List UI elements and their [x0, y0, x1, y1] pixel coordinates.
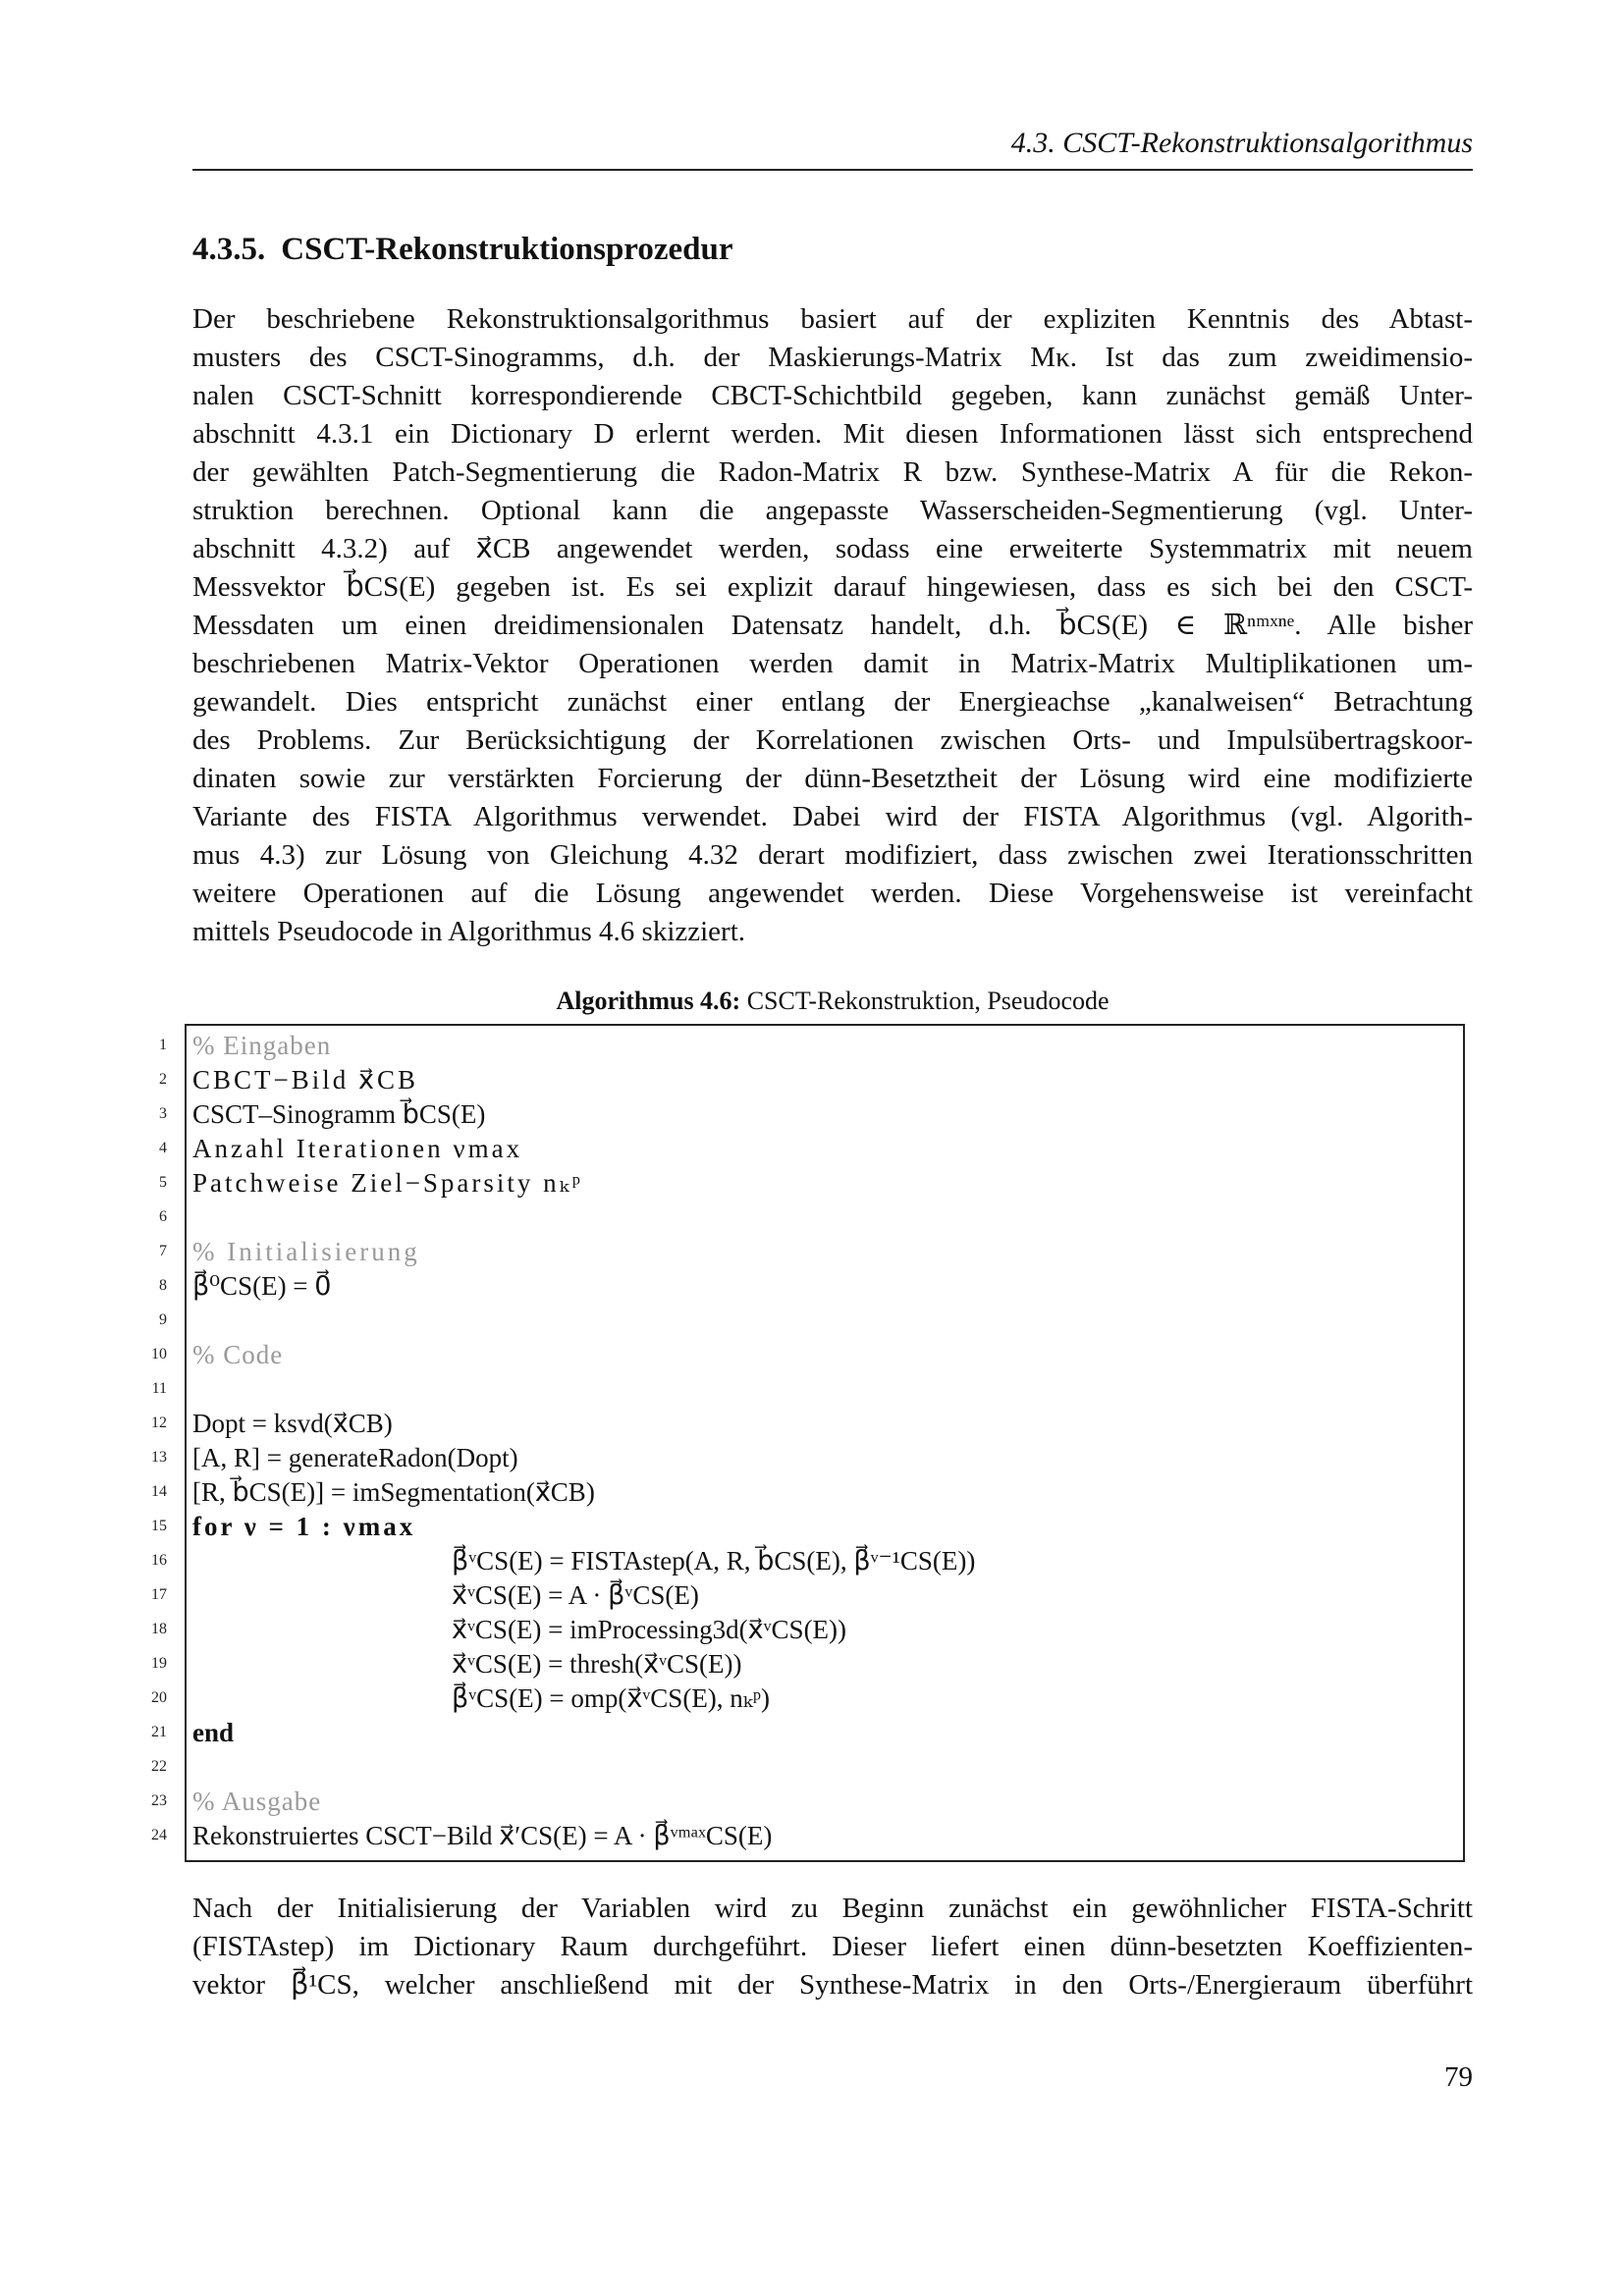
line-number: 10 — [151, 1346, 167, 1362]
paragraph-line: abschnitt 4.3.2) auf x⃗CB angewendet werden, sodass eine erweiterte Systemmatrix mit neuem — [192, 533, 1473, 564]
code-comment: % Eingaben — [192, 1031, 332, 1060]
code-line — [0, 1441, 1624, 1474]
code-comment: % Code — [192, 1340, 284, 1369]
paragraph-line: des Problems. Zur Berücksichtigung der Korrelationen zwischen Orts- und Impulsübertragskoor- — [192, 724, 1473, 756]
paragraph-line: vektor β⃗¹CS, welcher anschließend mit der Synthese-Matrix in den Orts-/Energieraum überführt — [192, 1969, 1473, 2001]
code-line — [0, 1647, 1624, 1681]
paragraph-line: musters des CSCT-Sinogramms, d.h. der Maskierungs-Matrix Mκ. Ist das zum zweidimensio- — [192, 342, 1473, 373]
code-comment: % Initialisierung — [192, 1237, 420, 1266]
line-number: 19 — [151, 1655, 167, 1672]
line-number: 22 — [151, 1758, 167, 1775]
line-number: 2 — [159, 1071, 167, 1088]
code-line — [0, 1785, 1624, 1818]
line-number: 5 — [159, 1174, 167, 1191]
code-text: CSCT–Sinogramm b⃗CS(E) — [192, 1099, 486, 1129]
line-number: 12 — [151, 1415, 167, 1431]
code-line — [0, 1613, 1624, 1646]
code-line — [0, 1716, 1624, 1749]
code-text: Rekonstruiertes CSCT−Bild x⃗′CS(E) = A · β⃗ᵛᵐᵃˣCS(E) — [192, 1821, 773, 1850]
code-line — [0, 1201, 1624, 1234]
paragraph-line: gewandelt. Dies entspricht zunächst einer entlang der Energieachse „kanalweisen“ Betrachtung — [192, 686, 1473, 718]
line-number: 18 — [151, 1621, 167, 1637]
paragraph-line: Der beschriebene Rekonstruktionsalgorithmus basiert auf der expliziten Kenntnis des Abtast- — [192, 303, 1473, 335]
code-text: Patchweise Ziel−Sparsity nₖᵖ — [192, 1168, 583, 1198]
section-heading — [192, 230, 733, 269]
code-line — [0, 1372, 1624, 1406]
paragraph-line: struktion berechnen. Optional kann die angepasste Wasserscheiden-Segmentierung (vgl. Unter- — [192, 495, 1473, 526]
paragraph-line: dinaten sowie zur verstärkten Forcierung der dünn-Besetztheit der Lösung wird eine modifizierte — [192, 763, 1473, 794]
paragraph-line: mus 4.3) zur Lösung von Gleichung 4.32 derart modifiziert, dass zwischen zwei Iterationsschritten — [192, 839, 1473, 871]
line-number: 9 — [159, 1311, 167, 1328]
line-number: 24 — [151, 1827, 167, 1843]
page-number: 79 — [1444, 2061, 1473, 2093]
code-keyword-line: for ν = 1 : νmax — [192, 1512, 416, 1541]
code-text: Dopt = ksvd(x⃗CB) — [192, 1409, 393, 1438]
code-keyword-line: end — [192, 1718, 235, 1747]
code-line — [0, 1097, 1624, 1131]
caption-label: Algorithmus 4.6: — [556, 987, 741, 1015]
paragraph-line: abschnitt 4.3.1 ein Dictionary D erlernt werden. Mit diesen Informationen lässt sich entsprechend — [192, 418, 1473, 450]
line-number: 3 — [159, 1105, 167, 1122]
caption-text: CSCT-Rekonstruktion, Pseudocode — [746, 987, 1110, 1015]
code-text: [A, R] = generateRadon(Dopt) — [192, 1443, 518, 1472]
code-line — [0, 1269, 1624, 1303]
section-title: CSCT-Rekonstruktionsprozedur — [281, 232, 733, 267]
code-text: Anzahl Iterationen νmax — [192, 1134, 523, 1163]
paragraph-line: der gewählten Patch-Segmentierung die Radon-Matrix R bzw. Synthese-Matrix A für die Rekon- — [192, 456, 1473, 488]
code-text: β⃗⁰CS(E) = 0⃗ — [192, 1271, 332, 1301]
line-number: 23 — [151, 1792, 167, 1809]
line-number: 4 — [159, 1140, 167, 1156]
paragraph-line: beschriebenen Matrix-Vektor Operationen werden damit in Matrix-Matrix Multiplikationen um- — [192, 648, 1473, 679]
code-line — [0, 1750, 1624, 1784]
line-number: 14 — [151, 1483, 167, 1500]
code-line — [0, 1235, 1624, 1268]
code-line — [0, 1407, 1624, 1440]
paragraph-intro — [192, 300, 1473, 951]
running-head: 4.3. CSCT-Rekonstruktionsalgorithmus — [1010, 127, 1473, 159]
code-line — [0, 1166, 1624, 1200]
code-text: β⃗ᵛCS(E) = FISTAstep(A, R, b⃗CS(E), β⃗ᵛ⁻¹CS(E)) — [452, 1546, 976, 1575]
line-number: 6 — [159, 1208, 167, 1225]
paragraph-line: weitere Operationen auf die Lösung angewendet werden. Diese Vorgehensweise ist vereinfacht — [192, 878, 1473, 909]
code-comment: % Ausgabe — [192, 1787, 322, 1816]
line-number: 15 — [151, 1518, 167, 1534]
line-number: 16 — [151, 1552, 167, 1569]
code-text: [R, b⃗CS(E)] = imSegmentation(x⃗CB) — [192, 1477, 595, 1507]
line-number: 20 — [151, 1689, 167, 1706]
paragraph-line: Variante des FISTA Algorithmus verwendet. Dabei wird der FISTA Algorithmus (vgl. Algorith- — [192, 801, 1473, 832]
code-line — [0, 1578, 1624, 1612]
line-number: 17 — [151, 1586, 167, 1603]
code-line — [0, 1682, 1624, 1715]
code-line — [0, 1029, 1624, 1062]
paragraph-line: Messvektor b⃗CS(E) gegeben ist. Es sei explizit darauf hingewiesen, dass es sich bei den CSCT- — [192, 571, 1473, 603]
code-line — [0, 1544, 1624, 1577]
paragraph-line: mittels Pseudocode in Algorithmus 4.6 skizziert. — [192, 916, 746, 947]
code-line — [0, 1338, 1624, 1371]
code-text: x⃗ᵛCS(E) = A · β⃗ᵛCS(E) — [452, 1580, 699, 1610]
paragraph-line: nalen CSCT-Schnitt korrespondierende CBCT-Schichtbild gegeben, kann zunächst gemäß Unter- — [192, 380, 1473, 411]
line-number: 21 — [151, 1724, 167, 1740]
code-text: x⃗ᵛCS(E) = imProcessing3d(x⃗ᵛCS(E)) — [452, 1615, 847, 1644]
code-line — [0, 1304, 1624, 1337]
code-line — [0, 1132, 1624, 1165]
code-text: CBCT−Bild x⃗CB — [192, 1065, 419, 1095]
code-text: β⃗ᵛCS(E) = omp(x⃗ᵛCS(E), nₖᵖ) — [452, 1683, 771, 1713]
paragraph-line: Messdaten um einen dreidimensionalen Datensatz handelt, d.h. b⃗CS(E) ∈ ℝⁿᵐˣⁿᵉ. Alle bisher — [192, 610, 1473, 641]
paragraph-line: Nach der Initialisierung der Variablen wird zu Beginn zunächst ein gewöhnlicher FISTA-Schritt — [192, 1893, 1473, 1924]
line-number: 1 — [159, 1037, 167, 1053]
paragraph-followup — [192, 1890, 1473, 2004]
code-text: x⃗ᵛCS(E) = thresh(x⃗ᵛCS(E)) — [452, 1649, 742, 1679]
algorithm-caption — [192, 986, 1473, 1017]
code-line — [0, 1475, 1624, 1509]
code-line — [0, 1819, 1624, 1852]
code-line — [0, 1510, 1624, 1543]
line-number: 13 — [151, 1449, 167, 1466]
line-number: 7 — [159, 1243, 167, 1259]
section-number: 4.3.5. — [192, 232, 266, 267]
code-line — [0, 1063, 1624, 1096]
line-number: 11 — [151, 1380, 167, 1397]
line-number: 8 — [159, 1277, 167, 1294]
paragraph-line: (FISTAstep) im Dictionary Raum durchgeführt. Dieser liefert einen dünn-besetzten Koeffizienten- — [192, 1931, 1473, 1962]
header-rule — [192, 169, 1473, 171]
